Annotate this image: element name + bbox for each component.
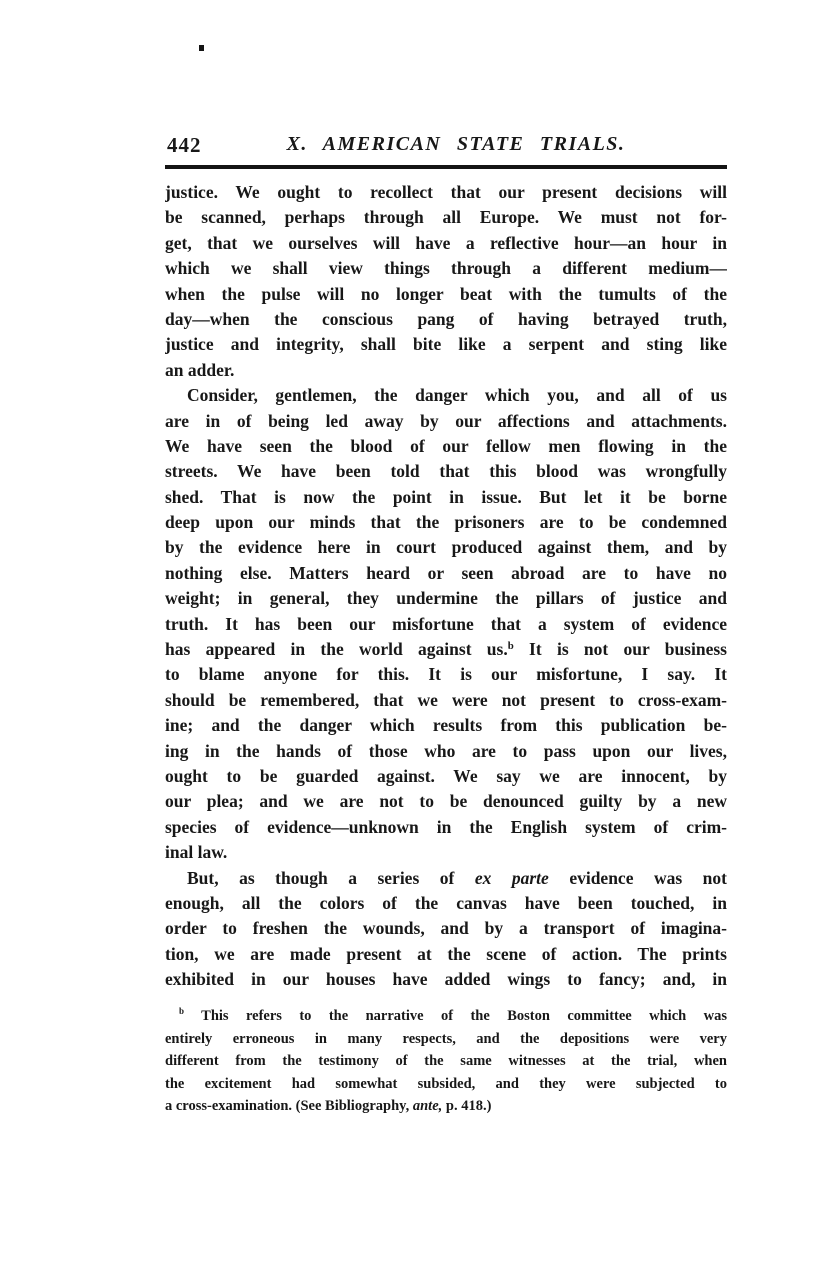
text-line: a cross-examination. (See Bibliography, ante, p. 418.)	[165, 1098, 492, 1114]
text-line: order to freshen the wounds, and by a transport of imagina-	[165, 918, 727, 939]
text-line: $^b$ This refers to the narrative of the Boston committee which was	[179, 1006, 727, 1024]
text-line: exhibited in our houses have added wings to fancy; and, in	[165, 969, 727, 990]
text-line: different from the testimony of the same witnesses at the trial, when	[165, 1053, 727, 1069]
text-line: should be remembered, that we were not present to cross-exam-	[165, 689, 727, 710]
text-line: an adder.	[165, 359, 235, 380]
text-line: to blame anyone for this. It is our misfortune, I say. It	[165, 664, 727, 685]
text-line: But, as though a series of ex parte evidence was not	[187, 867, 727, 888]
text-line: shed. That is now the point in issue. But let it be borne	[165, 486, 727, 507]
footnote-reference: b	[179, 1006, 184, 1016]
text-line: We have seen the blood of our fellow men flowing in the	[165, 435, 727, 456]
body-text	[165, 180, 727, 993]
text-line: ine; and the danger which results from this publication be-	[165, 715, 727, 736]
footnote-reference: b	[507, 640, 514, 653]
text-line: has appeared in the world against us.$^b$ It is not our business	[165, 639, 727, 660]
text-line: inal law.	[165, 842, 228, 863]
text-line: are in of being led away by our affections and attachments.	[165, 410, 727, 431]
text-line: justice and integrity, shall bite like a serpent and sting like	[165, 334, 727, 355]
page-number: 442	[167, 133, 202, 157]
text-line: ought to be guarded against. We say we are innocent, by	[165, 765, 727, 786]
stray-ink-mark	[199, 45, 204, 51]
italic-text: ante,	[412, 1098, 443, 1114]
page-header	[165, 133, 727, 163]
text-line: species of evidence—unknown in the English system of crim-	[165, 816, 727, 837]
text-line: ing in the hands of those who are to pass upon our lives,	[165, 740, 727, 761]
text-line: get, that we ourselves will have a reflective hour—an hour in	[165, 232, 727, 253]
text-line: deep upon our minds that the prisoners are to be condemned	[165, 512, 727, 533]
text-line: which we shall view things through a different medium—	[165, 258, 727, 279]
text-line: day—when the conscious pang of having betrayed truth,	[165, 308, 727, 329]
text-line: Consider, gentlemen, the danger which you, and all of us	[187, 385, 727, 406]
footnote	[165, 1005, 727, 1118]
italic-text: ex parte	[474, 867, 549, 888]
header-rule	[165, 165, 727, 169]
running-title: X. AMERICAN STATE TRIALS.	[286, 133, 626, 155]
text-line: be scanned, perhaps through all Europe. We must not for-	[165, 207, 727, 228]
text-line: by the evidence here in court produced against them, and by	[165, 537, 727, 558]
text-line: justice. We ought to recollect that our present decisions will	[165, 182, 727, 202]
text-line: enough, all the colors of the canvas have been touched, in	[165, 892, 727, 913]
text-line: streets. We have been told that this blood was wrongfully	[165, 461, 727, 482]
text-line: our plea; and we are not to be denounced guilty by a new	[165, 791, 727, 812]
text-line: truth. It has been our misfortune that a system of evidence	[165, 613, 727, 634]
text-line: when the pulse will no longer beat with the tumults of the	[165, 283, 727, 304]
text-line: weight; in general, they undermine the pillars of justice and	[165, 588, 727, 609]
text-line: nothing else. Matters heard or seen abroad are to have no	[165, 562, 727, 583]
text-line: tion, we are made present at the scene of action. The prints	[165, 943, 727, 964]
text-line: entirely erroneous in many respects, and the depositions were very	[165, 1030, 727, 1047]
text-line: the excitement had somewhat subsided, and they were subjected to	[165, 1075, 727, 1092]
